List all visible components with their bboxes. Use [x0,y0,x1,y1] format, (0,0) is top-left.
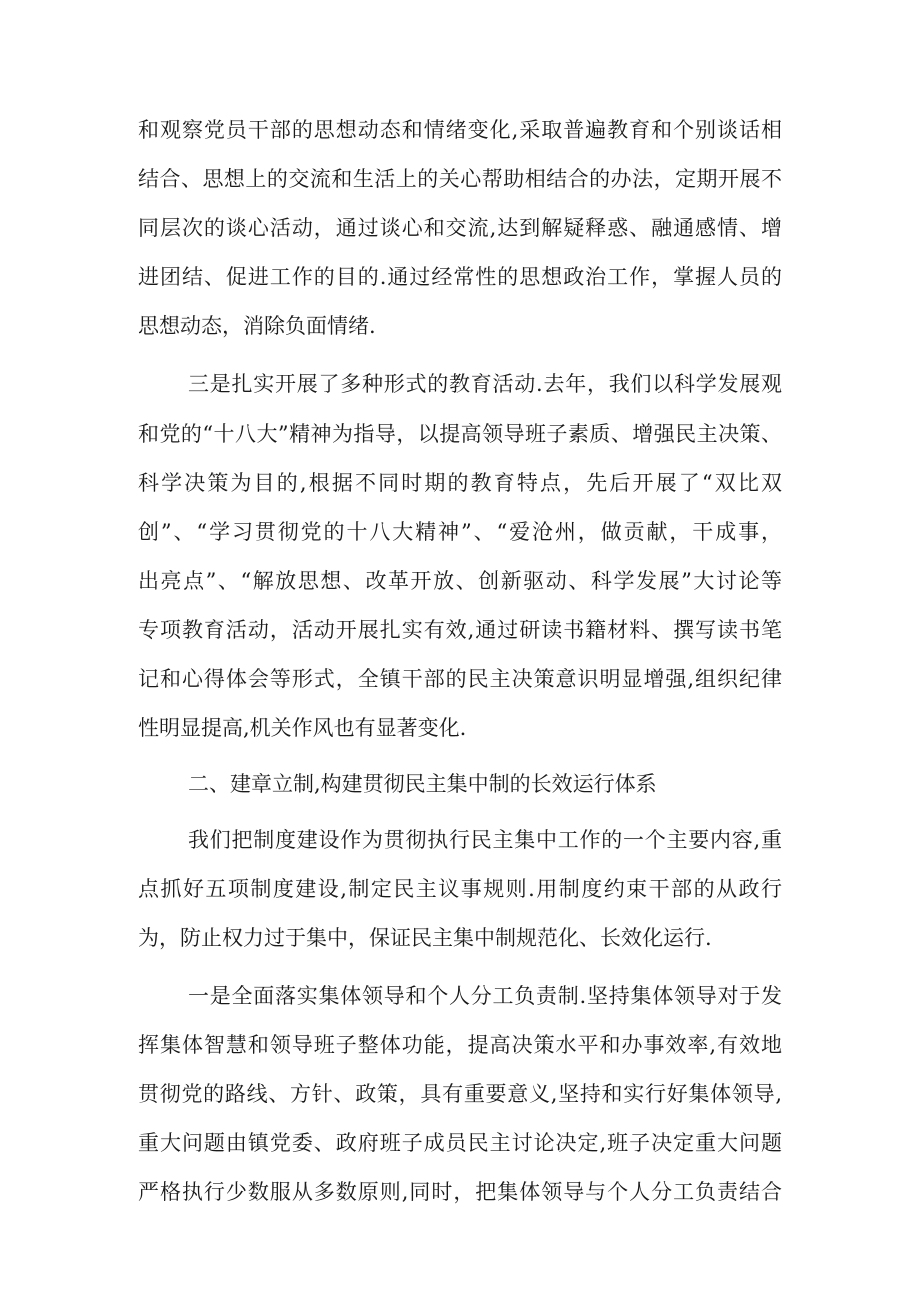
text-line: 思想动态，消除负面情绪. [138,314,376,338]
text-line: 重大问题由镇党委、政府班子成员民主讨论决定,班子决定重大问题 [138,1131,782,1155]
section-heading-text: 二、建章立制,构建贯彻民主集中制的长效运行体系 [188,772,657,796]
text-line: 科学决策为目的,根据不同时期的教育特点，先后开展了“双比双 [138,471,782,495]
text-line: 为，防止权力过于集中，保证民主集中制规范化、长效化运行. [138,926,712,950]
text-line: 同层次的谈心活动，通过谈心和交流,达到解疑释惑、融通感情、增 [138,216,782,240]
text-line: 和观察党员干部的思想动态和情绪变化,采取普遍教育和个别谈话相 [138,118,782,142]
text-line: 点抓好五项制度建设,制定民主议事规则.用制度约束干部的从政行 [138,877,782,901]
text-line: 我们把制度建设作为贯彻执行民主集中工作的一个主要内容,重 [188,828,782,852]
text-line: 严格执行少数服从多数原则,同时，把集体领导与个人分工负责结合 [138,1180,782,1204]
text-line: 贯彻党的路线、方针、政策，具有重要意义,坚持和实行好集体领导, [138,1082,782,1106]
text-line: 挥集体智慧和领导班子整体功能，提高决策水平和办事效率,有效地 [138,1033,782,1057]
text-line: 性明显提高,机关作风也有显著变化. [138,716,467,740]
text-line: 结合、思想上的交流和生活上的关心帮助相结合的办法，定期开展不 [138,167,782,191]
text-line: 三是扎实开展了多种形式的教育活动.去年，我们以科学发展观 [188,372,782,396]
text-line: 进团结、促进工作的目的.通过经常性的思想政治工作，掌握人员的 [138,265,782,289]
text-line: 出亮点”、“解放思想、改革开放、创新驱动、科学发展”大讨论等 [138,569,782,593]
text-line: 和党的“十八大”精神为指导，以提高领导班子素质、增强民主决策、 [138,422,782,446]
text-line: 记和心得体会等形式，全镇干部的民主决策意识明显增强,组织纪律 [138,667,782,691]
text-line: 专项教育活动，活动开展扎实有效,通过研读书籍材料、撰写读书笔 [138,618,782,642]
text-line: 创”、“学习贯彻党的十八大精神”、“爱沧州，做贡献，干成事， [138,520,782,544]
text-line: 一是全面落实集体领导和个人分工负责制.坚持集体领导对于发 [188,984,782,1008]
